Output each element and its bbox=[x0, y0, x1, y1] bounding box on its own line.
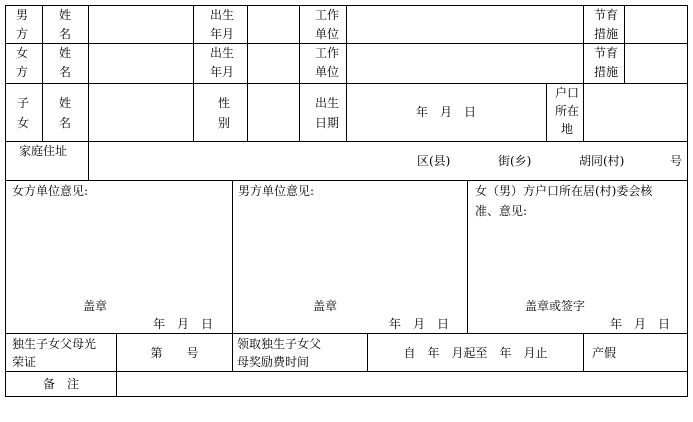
grid-line bbox=[5, 396, 688, 397]
grid-line bbox=[5, 371, 688, 372]
certificate-label-line2: 荣证 bbox=[12, 355, 37, 369]
husband-unit-date: 年 月 日 bbox=[389, 317, 450, 331]
grid-line bbox=[583, 5, 584, 142]
grid-line bbox=[5, 180, 688, 181]
address-lane: 胡同(村) bbox=[579, 154, 625, 168]
wife-unit-opinion-title: 女方单位意见: bbox=[12, 184, 89, 198]
certificate-label-line1: 独生子女父母光 bbox=[12, 337, 97, 351]
hukou-opinion-title-line1: 女（男）方户口所在居(村)委会核 bbox=[475, 184, 653, 198]
wife-work-label: 工作单位 bbox=[314, 46, 339, 79]
husband-party-label: 男方 bbox=[15, 8, 28, 41]
child-birth-label: 出生日期 bbox=[314, 96, 339, 130]
wife-name-label: 姓名 bbox=[58, 46, 71, 79]
child-sex-label: 性别 bbox=[217, 96, 230, 130]
address-number: 号 bbox=[670, 154, 683, 168]
grid-line bbox=[467, 180, 468, 334]
grid-line bbox=[193, 5, 194, 142]
child-party-label: 子女 bbox=[16, 96, 29, 130]
grid-line bbox=[88, 5, 89, 181]
husband-birth-label: 出生年月 bbox=[209, 8, 234, 41]
reward-time-label-line2: 母奖励费时间 bbox=[237, 355, 310, 369]
husband-work-label: 工作单位 bbox=[314, 8, 339, 41]
remarks-label: 备 注 bbox=[42, 377, 79, 391]
grid-line bbox=[346, 5, 347, 142]
hukou-date: 年 月 日 bbox=[610, 317, 671, 331]
reward-time-label-line1: 领取独生子女父 bbox=[237, 337, 322, 351]
grid-line bbox=[546, 83, 547, 142]
address-street: 街(乡) bbox=[498, 154, 532, 168]
grid-line bbox=[583, 333, 584, 372]
wife-unit-seal: 盖章 bbox=[83, 299, 108, 313]
reward-period: 自 年 月起至 年 月止 bbox=[403, 346, 548, 360]
wife-measure-label: 节育措施 bbox=[593, 46, 618, 79]
maternity-leave-label: 产假 bbox=[592, 346, 617, 360]
hukou-seal-or-signature: 盖章或签字 bbox=[525, 299, 586, 313]
child-birth-date: 年 月 日 bbox=[415, 105, 476, 119]
grid-line bbox=[116, 333, 117, 397]
hukou-opinion-title-line2: 准、意见: bbox=[475, 204, 528, 218]
address-label: 家庭住址 bbox=[19, 144, 68, 158]
wife-birth-label: 出生年月 bbox=[209, 46, 234, 79]
grid-line bbox=[232, 180, 233, 334]
child-hukou-label: 户口所在地 bbox=[555, 86, 580, 136]
address-district: 区(县) bbox=[417, 154, 451, 168]
child-name-label: 姓名 bbox=[58, 96, 71, 130]
certificate-number: 第 号 bbox=[150, 346, 199, 360]
wife-party-label: 女方 bbox=[15, 46, 28, 79]
grid-line bbox=[232, 333, 233, 372]
husband-unit-opinion-title: 男方单位意见: bbox=[238, 184, 315, 198]
wife-unit-date: 年 月 日 bbox=[153, 317, 214, 331]
grid-line bbox=[687, 5, 688, 397]
husband-name-label: 姓名 bbox=[58, 8, 71, 41]
grid-line bbox=[624, 5, 625, 84]
grid-line bbox=[299, 5, 300, 142]
grid-line bbox=[5, 333, 688, 334]
grid-line bbox=[247, 5, 248, 142]
husband-measure-label: 节育措施 bbox=[593, 8, 618, 41]
grid-line bbox=[42, 5, 43, 142]
grid-line bbox=[5, 5, 6, 397]
husband-unit-seal: 盖章 bbox=[313, 299, 338, 313]
